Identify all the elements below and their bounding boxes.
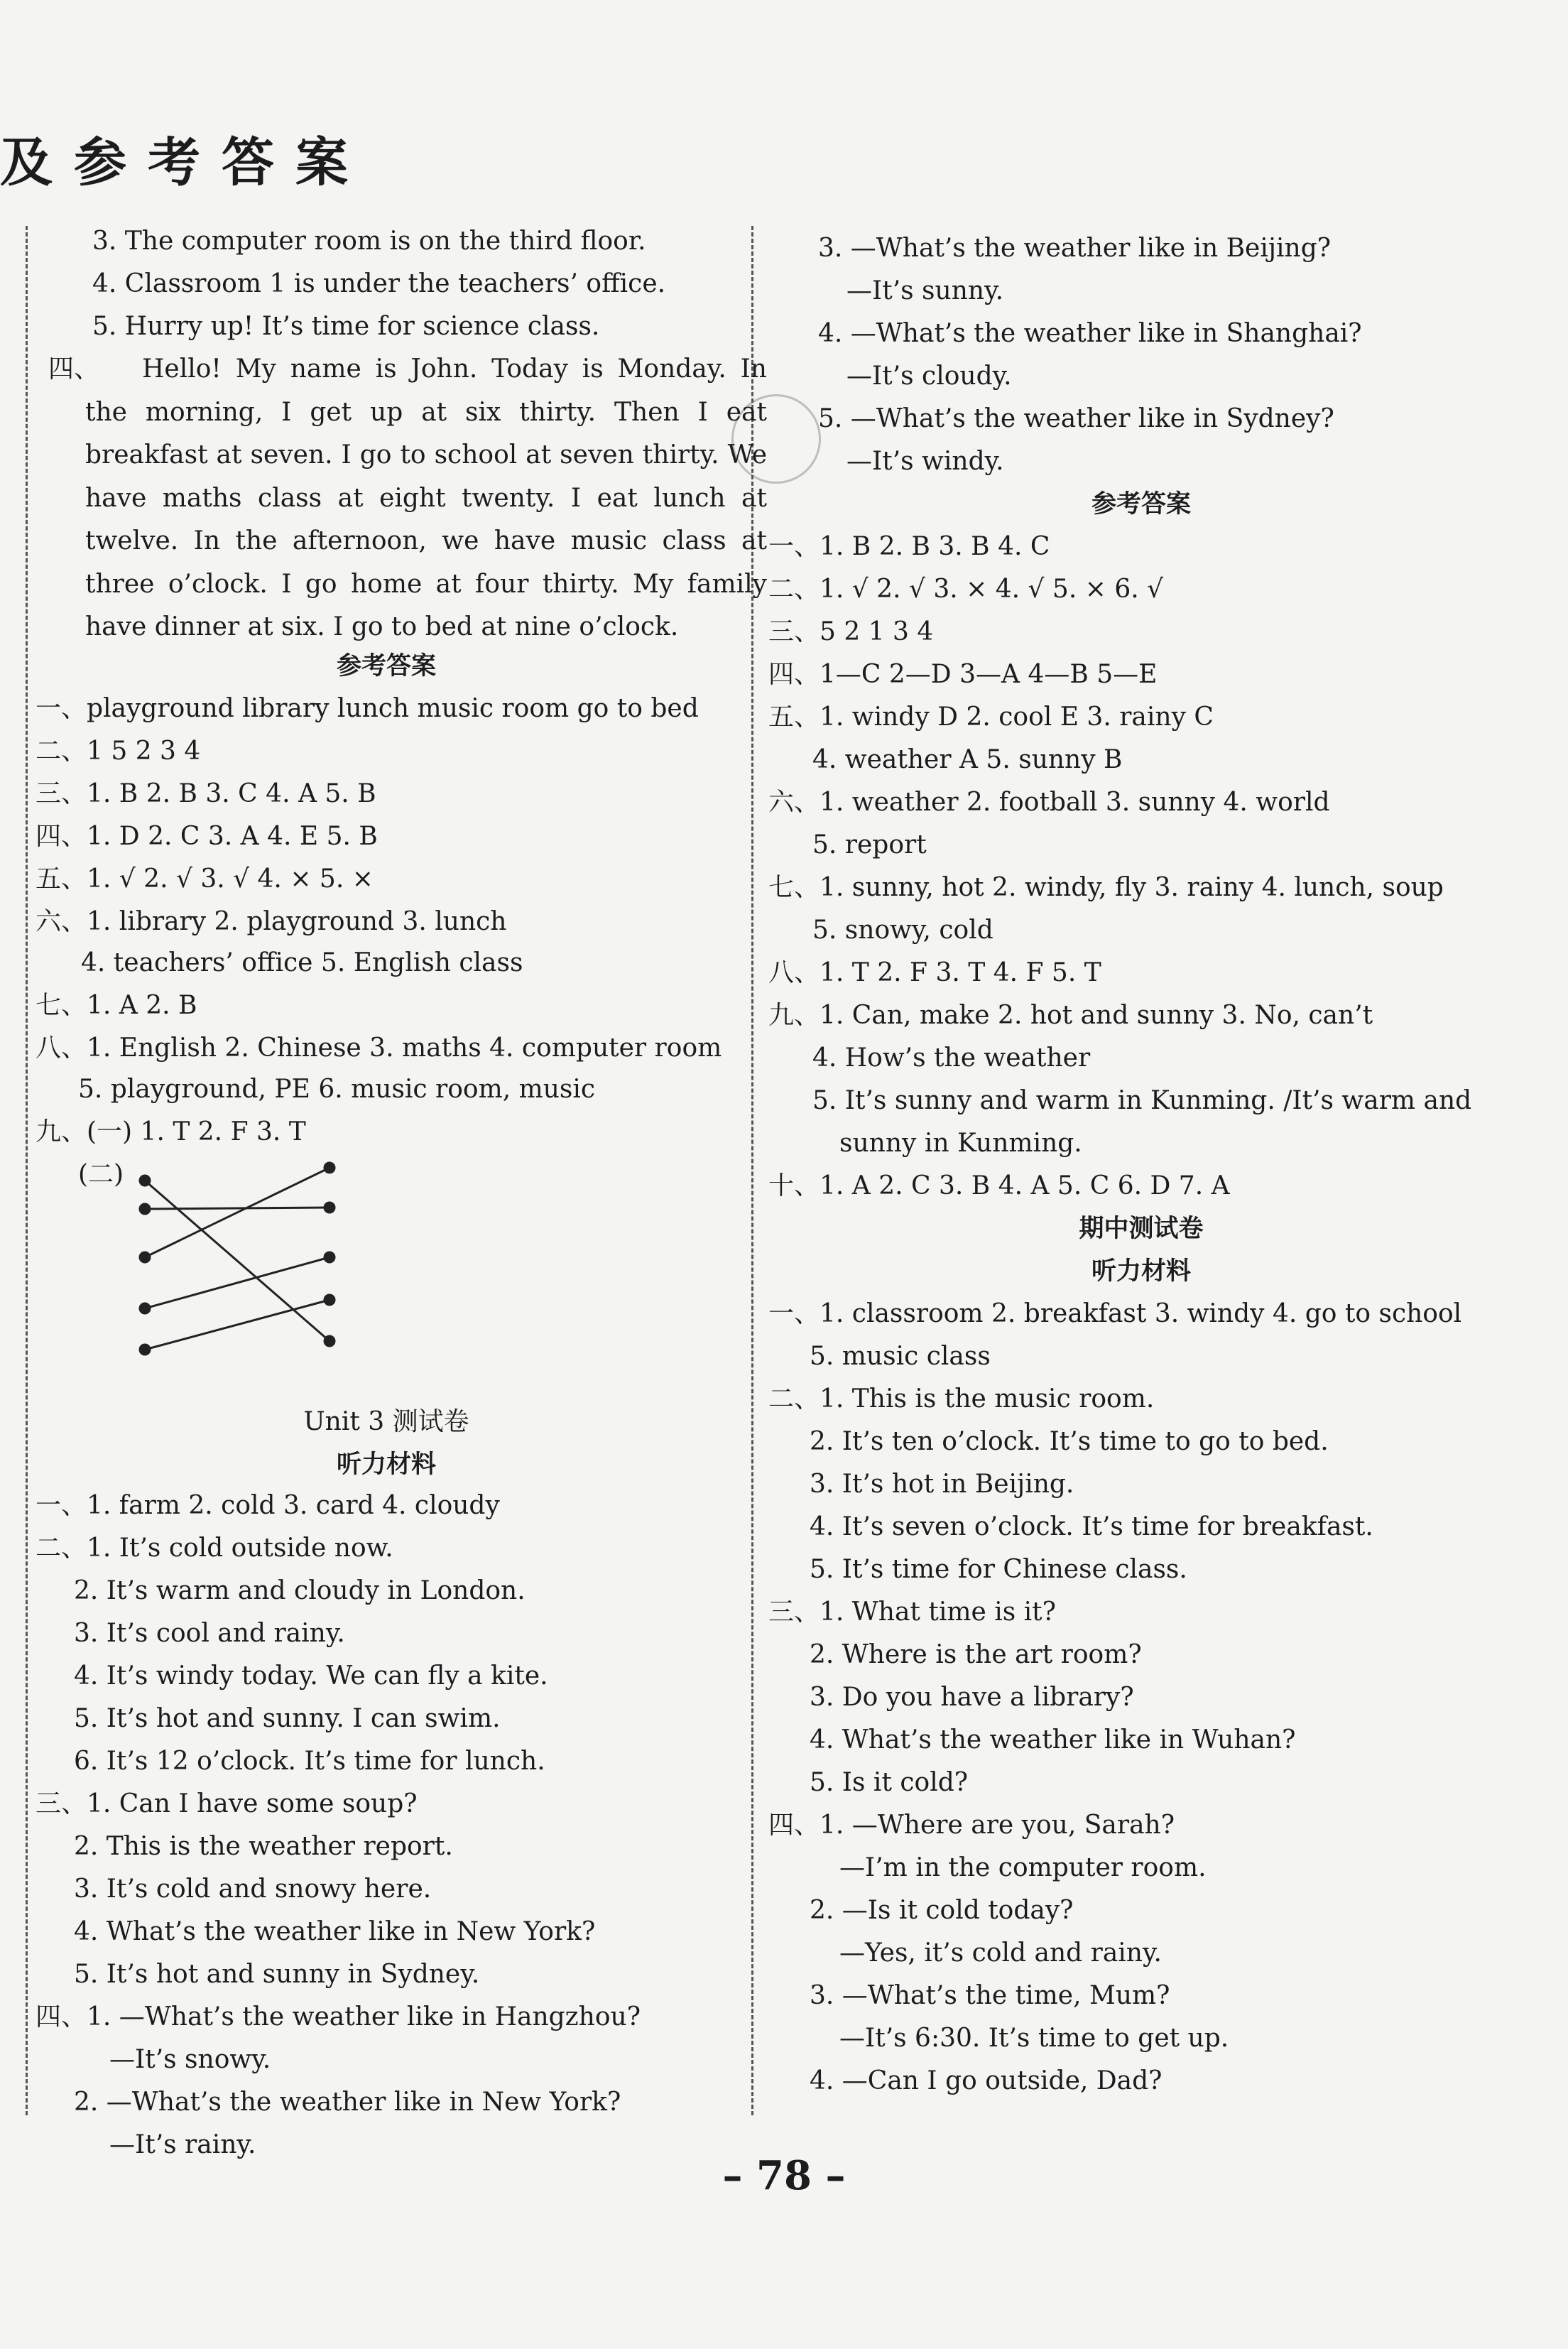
answer-line: 五、1. windy D 2. cool E 3. rainy C [768,702,1214,732]
answer-line: 3. —What’s the time, Mum? [810,1981,1170,2010]
match-dot [140,1204,150,1214]
answer-line: 5. It’s time for Chinese class. [810,1555,1187,1584]
match-dot [325,1295,334,1305]
answer-line: —It’s rainy. [109,2130,256,2159]
answer-line: 一、1. farm 2. cold 3. card 4. cloudy [36,1491,500,1520]
answer-line: 4. weather A 5. sunny B [812,745,1123,774]
answer-line: 4. teachers’ office 5. English class [81,948,523,977]
section-label: 四、 [48,354,100,384]
answer-line: 5. —What’s the weather like in Sydney? [818,404,1334,433]
answer-line: 2. —What’s the weather like in New York? [74,2088,621,2117]
answer-line: 4. What’s the weather like in New York? [74,1917,596,1946]
answer-line: 3. It’s cool and rainy. [74,1619,345,1648]
answer-line: 5. playground, PE 6. music room, music [78,1075,596,1104]
answer-line: —I’m in the computer room. [839,1853,1207,1882]
answer-line: 4. It’s windy today. We can fly a kite. [74,1661,548,1691]
answer-line: 八、1. English 2. Chinese 3. maths 4. computer room [36,1034,722,1063]
match-dot [140,1303,150,1313]
answer-line: 一、1. classroom 2. breakfast 3. windy 4. go to school [768,1299,1462,1328]
answer-line: 3. It’s cold and snowy here. [74,1875,432,1904]
answer-line: 2. Where is the art room? [810,1640,1142,1669]
passage-text: Hello! My name is John. Today is Monday. In the morning, I get up at six thirty. Then I eat breakfast at seven. I go to school at seven thirty. We have maths class at eight twenty. I eat lunch at twelve. In the afternoon, we have music class at three o’clock. I go home at four thirty. My family have dinner at six. I go to bed at nine o’clock. [85,354,767,641]
answer-line: 4. —What’s the weather like in Shanghai? [818,319,1362,348]
answer-line: —It’s windy. [846,447,1004,476]
listening-title: 听力材料 [1091,1257,1191,1286]
answer-line: 四、1—C 2—D 3—A 4—B 5—E [768,660,1158,689]
answer-line: 五、1. √ 2. √ 3. √ 4. × 5. × [36,864,374,894]
answer-line: 二、1. It’s cold outside now. [36,1534,393,1563]
answer-line: 三、1. B 2. B 3. C 4. A 5. B [36,779,376,808]
answer-line: 八、1. T 2. F 3. T 4. F 5. T [768,958,1101,987]
answer-line: 5. snowy, cold [812,916,993,945]
match-dot [325,1252,334,1262]
answer-line: —Yes, it’s cold and rainy. [839,1938,1162,1968]
answer-line: 二、1. √ 2. √ 3. × 4. √ 5. × 6. √ [768,575,1164,604]
answer-line: 四、1. D 2. C 3. A 4. E 5. B [36,822,378,851]
answer-line: 三、5 2 1 3 4 [768,617,934,646]
answer-line: 2. —Is it cold today? [810,1896,1074,1925]
answer-line: 5. Is it cold? [810,1768,969,1797]
left-margin-rule [26,226,28,2115]
match-dot [325,1203,334,1213]
answer-line: 5. It’s hot and sunny in Sydney. [74,1960,480,1989]
answer-line: 4. How’s the weather [812,1043,1091,1073]
answer-line: 四、1. —Where are you, Sarah? [768,1811,1175,1840]
match-dot [325,1336,334,1346]
answer-line: 三、1. What time is it? [768,1597,1056,1627]
match-line [145,1208,330,1209]
answer-line: 6. It’s 12 o’clock. It’s time for lunch. [74,1747,545,1776]
listening-title: 听力材料 [336,1450,436,1479]
answer-line: 2. It’s ten o’clock. It’s time to go to bed. [810,1427,1329,1456]
answer-line: 3. —What’s the weather like in Beijing? [818,234,1332,263]
answer-line: 5. Hurry up! It’s time for science class. [92,312,600,341]
answer-line: —It’s cloudy. [846,362,1012,391]
answer-line: 4. —Can I go outside, Dad? [810,2066,1163,2095]
answer-line: 九、1. Can, make 2. hot and sunny 3. No, can’t [768,1001,1373,1030]
match-dot [140,1345,150,1355]
answer-line: —It’s sunny. [846,276,1004,305]
answer-line: 3. The computer room is on the third floor. [92,227,646,256]
answer-line: (二) [78,1160,124,1189]
match-dot [140,1176,150,1186]
answer-title: 参考答案 [336,652,436,680]
answer-line: —It’s 6:30. It’s time to get up. [839,2024,1229,2053]
answer-line: —It’s snowy. [109,2045,271,2074]
answer-line: 十、1. A 2. C 3. B 4. A 5. C 6. D 7. A [768,1171,1230,1200]
answer-line: 七、1. A 2. B [36,991,197,1020]
answer-line: 九、(一) 1. T 2. F 3. T [36,1117,306,1146]
unit3-title: Unit 3 测试卷 [303,1407,469,1436]
page-header: 及参考答案 [0,132,369,193]
answer-line: 5. It’s sunny and warm in Kunming. /It’s warm and [812,1086,1472,1115]
answer-line: 3. Do you have a library? [810,1683,1134,1712]
answer-line: 5. report [812,830,927,859]
answer-line: 六、1. weather 2. football 3. sunny 4. world [768,788,1330,817]
match-line [145,1257,330,1308]
matching-diagram [138,1158,351,1385]
answer-line: 七、1. sunny, hot 2. windy, fly 3. rainy 4. lunch, soup [768,873,1444,902]
match-line [145,1168,330,1257]
answer-line: 3. It’s hot in Beijing. [810,1470,1074,1499]
answer-line: 2. This is the weather report. [74,1832,453,1861]
match-dot [325,1163,334,1173]
answer-line: 4. It’s seven o’clock. It’s time for breakfast. [810,1512,1373,1541]
answer-line: 二、1 5 2 3 4 [36,737,201,766]
answer-line: 4. What’s the weather like in Wuhan? [810,1725,1296,1754]
answer-line: 六、1. library 2. playground 3. lunch [36,907,507,936]
answer-line: 三、1. Can I have some soup? [36,1789,418,1818]
match-line [145,1300,330,1350]
answer-line: sunny in Kunming. [839,1129,1082,1158]
answer-line: 5. music class [810,1342,991,1371]
answer-line: 四、1. —What’s the weather like in Hangzhou? [36,2002,641,2031]
answer-line: 一、playground library lunch music room go to bed [36,694,699,723]
answer-line: 2. It’s warm and cloudy in London. [74,1576,526,1605]
answer-title: 参考答案 [1091,490,1191,519]
answer-line: 4. Classroom 1 is under the teachers’ office. [92,269,666,298]
answer-line: 二、1. This is the music room. [768,1384,1155,1414]
midterm-title: 期中测试卷 [1079,1215,1204,1243]
answer-line: 5. It’s hot and sunny. I can swim. [74,1704,501,1733]
page-number: – 78 – [722,2152,846,2199]
match-line [145,1181,330,1341]
answer-line: 一、1. B 2. B 3. B 4. C [768,532,1050,561]
match-dot [140,1252,150,1262]
